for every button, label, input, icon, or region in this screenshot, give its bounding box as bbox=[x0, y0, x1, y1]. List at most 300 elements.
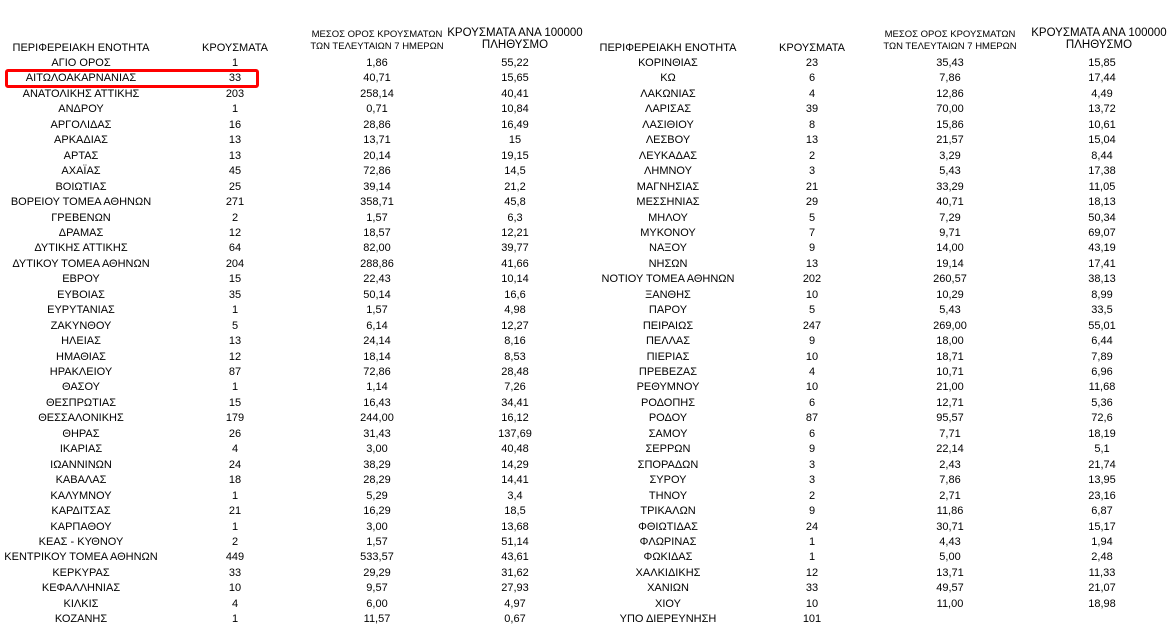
region-cell: ΑΡΚΑΔΙΑΣ bbox=[54, 134, 108, 147]
region-cell: ΓΡΕΒΕΝΩΝ bbox=[51, 211, 111, 224]
header-avg-line2: ΤΩΝ ΤΕΛΕΥΤΑΙΩΝ 7 ΗΜΕΡΩΝ bbox=[310, 41, 444, 52]
header-per100k-line2: ΠΛΗΘΥΣΜΟ bbox=[481, 39, 549, 51]
cases-cell: 1 bbox=[231, 103, 239, 116]
per100k-cell: 72,6 bbox=[1091, 412, 1113, 425]
cases-cell: 33 bbox=[228, 72, 242, 85]
table-row bbox=[0, 350, 1172, 366]
table-row bbox=[0, 535, 1172, 551]
table-row bbox=[0, 550, 1172, 566]
avg7-cell: 39,14 bbox=[363, 180, 391, 193]
region-cell: ΜΗΛΟΥ bbox=[648, 211, 688, 224]
per100k-cell: 10,14 bbox=[501, 273, 529, 286]
cases-cell: 15 bbox=[228, 273, 242, 286]
region-cell: ΝΑΞΟΥ bbox=[649, 242, 687, 255]
per100k-cell: 18,13 bbox=[1088, 196, 1116, 209]
region-cell: ΑΝΑΤΟΛΙΚΗΣ ΑΤΤΙΚΗΣ bbox=[22, 87, 140, 100]
per100k-cell: 16,12 bbox=[501, 412, 529, 425]
per100k-cell: 15,85 bbox=[1088, 57, 1116, 69]
per100k-cell: 10,84 bbox=[501, 103, 529, 116]
avg7-cell: 35,43 bbox=[936, 57, 964, 69]
table-row bbox=[0, 118, 1172, 134]
per100k-cell: 21,2 bbox=[504, 180, 526, 193]
cases-cell: 2 bbox=[808, 149, 816, 162]
avg7-cell: 13,71 bbox=[363, 134, 391, 147]
avg7-cell: 0,71 bbox=[366, 103, 388, 116]
header-avg-right bbox=[876, 29, 1024, 53]
per100k-cell: 13,68 bbox=[501, 520, 529, 533]
cases-cell: 13 bbox=[805, 257, 819, 270]
avg7-cell: 4,43 bbox=[939, 535, 961, 548]
region-cell: ΕΒΡΟΥ bbox=[62, 273, 100, 286]
cases-cell: 10 bbox=[805, 288, 819, 301]
region-cell: ΑΓΙΟ ΟΡΟΣ bbox=[51, 57, 111, 69]
avg7-cell: 1,57 bbox=[366, 535, 388, 548]
avg7-cell: 1,57 bbox=[366, 211, 388, 224]
per100k-cell: 0,67 bbox=[504, 613, 526, 626]
avg7-cell: 1,57 bbox=[366, 304, 388, 317]
header-per100k-line1: ΚΡΟΥΣΜΑΤΑ ΑΝΑ 100000 bbox=[1031, 27, 1167, 39]
per100k-cell: 17,41 bbox=[1088, 257, 1116, 270]
avg7-cell: 29,29 bbox=[363, 566, 391, 579]
cases-cell: 12 bbox=[228, 226, 242, 239]
avg7-cell: 7,86 bbox=[939, 72, 961, 85]
per100k-cell: 1,94 bbox=[1091, 535, 1113, 548]
cases-cell: 24 bbox=[228, 458, 242, 471]
cases-cell: 87 bbox=[228, 366, 242, 378]
per100k-cell: 18,19 bbox=[1088, 427, 1116, 440]
avg7-cell: 6,14 bbox=[366, 319, 388, 332]
cases-cell: 1 bbox=[231, 489, 239, 502]
region-cell: ΗΛΕΙΑΣ bbox=[61, 335, 101, 348]
table-row bbox=[0, 458, 1172, 474]
region-cell: ΡΟΔΟΥ bbox=[648, 412, 688, 425]
cases-cell: 13 bbox=[228, 149, 242, 162]
region-cell: ΑΡΤΑΣ bbox=[63, 149, 99, 162]
per100k-cell: 28,48 bbox=[501, 366, 529, 378]
per100k-cell: 19,15 bbox=[501, 149, 529, 162]
per100k-cell: 27,93 bbox=[501, 582, 529, 595]
cases-cell: 1 bbox=[231, 613, 239, 626]
avg7-cell: 33,29 bbox=[936, 180, 964, 193]
cases-cell: 4 bbox=[231, 443, 239, 456]
cases-cell: 64 bbox=[228, 242, 242, 255]
per100k-cell: 43,19 bbox=[1088, 242, 1116, 255]
per100k-cell: 8,53 bbox=[504, 350, 526, 363]
per100k-cell: 6,3 bbox=[507, 211, 523, 224]
per100k-cell: 51,14 bbox=[501, 535, 529, 548]
cases-cell: 21 bbox=[805, 180, 819, 193]
per100k-cell: 137,69 bbox=[498, 427, 532, 440]
cases-cell: 23 bbox=[805, 57, 819, 69]
avg7-cell: 3,29 bbox=[939, 149, 961, 162]
per100k-cell: 55,22 bbox=[501, 57, 529, 69]
region-cell: ΧΙΟΥ bbox=[655, 597, 681, 610]
region-cell: ΦΘΙΩΤΙΔΑΣ bbox=[638, 520, 698, 533]
header-avg-line2: ΤΩΝ ΤΕΛΕΥΤΑΙΩΝ 7 ΗΜΕΡΩΝ bbox=[883, 41, 1017, 52]
header-per100k-right bbox=[1026, 27, 1172, 51]
avg7-cell: 5,00 bbox=[939, 551, 961, 564]
region-cell: ΗΜΑΘΙΑΣ bbox=[56, 350, 106, 363]
avg7-cell: 13,71 bbox=[936, 566, 964, 579]
cases-cell: 203 bbox=[225, 87, 245, 100]
avg7-cell: 24,14 bbox=[363, 335, 391, 348]
cases-cell: 3 bbox=[808, 458, 816, 471]
cases-cell: 204 bbox=[225, 257, 245, 270]
header-region-left: ΠΕΡΙΦΕΡΕΙΑΚΗ ΕΝΟΤΗΤΑ bbox=[12, 42, 150, 54]
region-cell: ΜΥΚΟΝΟΥ bbox=[640, 226, 696, 239]
region-cell: ΚΟΖΑΝΗΣ bbox=[54, 613, 108, 626]
cases-cell: 7 bbox=[808, 226, 816, 239]
cases-cell: 2 bbox=[231, 211, 239, 224]
region-cell: ΘΕΣΠΡΩΤΙΑΣ bbox=[45, 396, 117, 409]
cases-cell: 9 bbox=[808, 242, 816, 255]
table-row bbox=[0, 396, 1172, 412]
per100k-cell: 55,01 bbox=[1088, 319, 1116, 332]
per100k-cell: 11,33 bbox=[1088, 566, 1116, 579]
region-cell: ΜΕΣΣΗΝΙΑΣ bbox=[636, 196, 700, 209]
per100k-cell: 15,17 bbox=[1088, 520, 1116, 533]
per100k-cell: 14,41 bbox=[501, 474, 529, 487]
per100k-cell: 3,4 bbox=[507, 489, 523, 502]
region-cell: ΧΑΝΙΩΝ bbox=[647, 582, 689, 595]
table-row bbox=[0, 257, 1172, 273]
table-row bbox=[0, 226, 1172, 242]
region-cell: ΚΩ bbox=[660, 72, 676, 85]
cases-cell: 1 bbox=[231, 520, 239, 533]
avg7-cell: 9,57 bbox=[366, 582, 388, 595]
region-cell: ΛΗΜΝΟΥ bbox=[644, 165, 692, 178]
avg7-cell: 22,14 bbox=[936, 443, 964, 456]
avg7-cell: 11,57 bbox=[363, 613, 391, 626]
region-cell: ΚΑΡΠΑΘΟΥ bbox=[50, 520, 112, 533]
avg7-cell: 38,29 bbox=[363, 458, 391, 471]
per100k-cell: 12,21 bbox=[501, 226, 529, 239]
region-cell: ΤΗΝΟΥ bbox=[648, 489, 688, 502]
avg7-cell: 11,86 bbox=[936, 505, 964, 518]
region-cell: ΛΑΣΙΘΙΟΥ bbox=[642, 118, 694, 131]
avg7-cell: 288,86 bbox=[360, 257, 394, 270]
region-cell: ΤΡΙΚΑΛΩΝ bbox=[640, 505, 696, 518]
avg7-cell: 10,71 bbox=[936, 366, 964, 378]
region-cell: ΣΑΜΟΥ bbox=[648, 427, 688, 440]
per100k-cell: 45,8 bbox=[504, 196, 526, 209]
avg7-cell: 18,71 bbox=[936, 350, 964, 363]
table-row bbox=[0, 87, 1172, 103]
per100k-cell: 2,48 bbox=[1091, 551, 1113, 564]
table-row bbox=[0, 272, 1172, 288]
region-cell: ΚΟΡΙΝΘΙΑΣ bbox=[638, 57, 698, 69]
region-cell: ΚΙΛΚΙΣ bbox=[63, 597, 99, 610]
cases-cell: 10 bbox=[805, 381, 819, 394]
per100k-cell: 16,6 bbox=[504, 288, 526, 301]
region-cell: ΑΝΔΡΟΥ bbox=[58, 103, 104, 116]
avg7-cell: 49,57 bbox=[936, 582, 964, 595]
region-cell: ΒΟΡΕΙΟΥ ΤΟΜΕΑ ΑΘΗΝΩΝ bbox=[10, 196, 152, 209]
cases-cell: 33 bbox=[805, 582, 819, 595]
cases-cell: 1 bbox=[231, 57, 239, 69]
per100k-cell: 40,48 bbox=[501, 443, 529, 456]
cases-cell: 4 bbox=[808, 87, 816, 100]
per100k-cell: 14,29 bbox=[501, 458, 529, 471]
cases-cell: 87 bbox=[805, 412, 819, 425]
avg7-cell: 19,14 bbox=[936, 257, 964, 270]
cases-cell: 1 bbox=[231, 304, 239, 317]
avg7-cell: 18,57 bbox=[363, 226, 391, 239]
cases-cell: 1 bbox=[231, 381, 239, 394]
avg7-cell: 2,71 bbox=[939, 489, 961, 502]
table-row bbox=[0, 380, 1172, 396]
region-cell: ΛΕΥΚΑΔΑΣ bbox=[638, 149, 698, 162]
cases-cell: 9 bbox=[808, 505, 816, 518]
table-row bbox=[0, 180, 1172, 196]
table-row bbox=[0, 211, 1172, 227]
avg7-cell: 40,71 bbox=[363, 72, 391, 85]
avg7-cell: 40,71 bbox=[936, 196, 964, 209]
region-cell: ΡΕΘΥΜΝΟΥ bbox=[636, 381, 700, 394]
region-cell: ΘΕΣΣΑΛΟΝΙΚΗΣ bbox=[38, 412, 124, 425]
avg7-cell: 269,00 bbox=[933, 319, 967, 332]
region-cell: ΙΚΑΡΙΑΣ bbox=[59, 443, 103, 456]
table-row bbox=[0, 365, 1172, 381]
cases-cell: 449 bbox=[225, 551, 245, 564]
region-cell: ΑΧΑΪΑΣ bbox=[61, 165, 101, 178]
avg7-cell: 16,29 bbox=[363, 505, 391, 518]
avg7-cell: 258,14 bbox=[360, 87, 394, 100]
avg7-cell: 260,57 bbox=[933, 273, 967, 286]
per100k-cell: 8,16 bbox=[504, 335, 526, 348]
avg7-cell: 70,00 bbox=[936, 103, 964, 116]
region-cell: ΘΗΡΑΣ bbox=[62, 427, 100, 440]
region-cell: ΖΑΚΥΝΘΟΥ bbox=[50, 319, 112, 332]
avg7-cell: 12,71 bbox=[936, 396, 964, 409]
per100k-cell: 21,74 bbox=[1088, 458, 1116, 471]
cases-cell: 16 bbox=[228, 118, 242, 131]
per100k-cell: 7,89 bbox=[1091, 350, 1113, 363]
table-row bbox=[0, 334, 1172, 350]
per100k-cell: 13,95 bbox=[1088, 474, 1116, 487]
cases-cell: 13 bbox=[228, 335, 242, 348]
header-per100k-line2: ΠΛΗΘΥΣΜΟ bbox=[1065, 39, 1133, 51]
table-row bbox=[0, 566, 1172, 582]
per100k-cell: 40,41 bbox=[501, 87, 529, 100]
per100k-cell: 18,5 bbox=[504, 505, 526, 518]
region-cell: ΚΑΛΥΜΝΟΥ bbox=[50, 489, 112, 502]
per100k-cell: 43,61 bbox=[501, 551, 529, 564]
region-cell: ΑΡΓΟΛΙΔΑΣ bbox=[50, 118, 112, 131]
avg7-cell: 11,00 bbox=[936, 597, 964, 610]
per100k-cell: 16,49 bbox=[501, 118, 529, 131]
cases-cell: 12 bbox=[228, 350, 242, 363]
avg7-cell: 5,43 bbox=[939, 165, 961, 178]
per100k-cell: 15 bbox=[508, 134, 522, 147]
cases-cell: 6 bbox=[808, 427, 816, 440]
table-row bbox=[0, 241, 1172, 257]
avg7-cell: 16,43 bbox=[363, 396, 391, 409]
header-per100k-line1: ΚΡΟΥΣΜΑΤΑ ΑΝΑ 100000 bbox=[447, 27, 583, 39]
avg7-cell: 7,29 bbox=[939, 211, 961, 224]
region-cell: ΚΕΑΣ - ΚΥΘΝΟΥ bbox=[38, 535, 124, 548]
region-cell: ΝΗΣΩΝ bbox=[648, 257, 688, 270]
table-row bbox=[0, 581, 1172, 597]
avg7-cell: 10,29 bbox=[936, 288, 964, 301]
avg7-cell: 244,00 bbox=[360, 412, 394, 425]
avg7-cell: 21,00 bbox=[936, 381, 964, 394]
cases-cell: 202 bbox=[802, 273, 822, 286]
cases-cell: 9 bbox=[808, 443, 816, 456]
per100k-cell: 5,1 bbox=[1094, 443, 1110, 456]
region-cell: ΛΕΣΒΟΥ bbox=[645, 134, 691, 147]
region-cell: ΑΙΤΩΛΟΑΚΑΡΝΑΝΙΑΣ bbox=[25, 72, 137, 85]
cases-cell: 8 bbox=[808, 118, 816, 131]
avg7-cell: 3,00 bbox=[366, 520, 388, 533]
region-cell: ΙΩΑΝΝΙΝΩΝ bbox=[50, 458, 112, 471]
per100k-cell: 10,61 bbox=[1088, 118, 1116, 131]
avg7-cell: 72,86 bbox=[363, 165, 391, 178]
table-row bbox=[0, 520, 1172, 536]
per100k-cell: 18,98 bbox=[1088, 597, 1116, 610]
avg7-cell: 72,86 bbox=[363, 366, 391, 378]
per100k-cell: 13,72 bbox=[1088, 103, 1116, 116]
table-row bbox=[0, 288, 1172, 304]
avg7-cell: 358,71 bbox=[360, 196, 394, 209]
per100k-cell: 4,49 bbox=[1091, 87, 1113, 100]
region-cell: ΔΥΤΙΚΗΣ ΑΤΤΙΚΗΣ bbox=[34, 242, 128, 255]
region-cell: ΕΥΒΟΙΑΣ bbox=[57, 288, 105, 301]
region-cell: ΠΙΕΡΙΑΣ bbox=[646, 350, 690, 363]
cases-cell: 9 bbox=[808, 335, 816, 348]
cases-cell: 5 bbox=[231, 319, 239, 332]
region-cell: ΣΥΡΟΥ bbox=[649, 474, 687, 487]
region-cell: ΠΕΛΛΑΣ bbox=[645, 335, 691, 348]
per100k-cell: 11,05 bbox=[1088, 180, 1116, 193]
table-row bbox=[0, 504, 1172, 520]
cases-cell: 101 bbox=[802, 613, 822, 626]
table-row bbox=[0, 612, 1172, 628]
cases-cell: 35 bbox=[228, 288, 242, 301]
cases-cell: 3 bbox=[808, 165, 816, 178]
region-cell: ΛΑΚΩΝΙΑΣ bbox=[640, 87, 696, 100]
header-region-right: ΠΕΡΙΦΕΡΕΙΑΚΗ ΕΝΟΤΗΤΑ bbox=[599, 42, 737, 54]
cases-cell: 179 bbox=[225, 412, 245, 425]
highlight-box bbox=[5, 69, 259, 88]
per100k-cell: 6,44 bbox=[1091, 335, 1113, 348]
cases-cell: 12 bbox=[805, 566, 819, 579]
avg7-cell: 3,00 bbox=[366, 443, 388, 456]
region-cell: ΕΥΡΥΤΑΝΙΑΣ bbox=[47, 304, 115, 317]
per100k-cell: 11,68 bbox=[1088, 381, 1116, 394]
region-cell: ΦΛΩΡΙΝΑΣ bbox=[639, 535, 697, 548]
region-cell: ΦΩΚΙΔΑΣ bbox=[643, 551, 693, 564]
avg7-cell: 5,29 bbox=[366, 489, 388, 502]
cases-cell: 2 bbox=[231, 535, 239, 548]
table-row bbox=[0, 442, 1172, 458]
avg7-cell: 9,71 bbox=[939, 226, 961, 239]
avg7-cell: 7,86 bbox=[939, 474, 961, 487]
avg7-cell: 5,43 bbox=[939, 304, 961, 317]
table-row bbox=[0, 473, 1172, 489]
avg7-cell: 28,29 bbox=[363, 474, 391, 487]
per100k-cell: 38,13 bbox=[1088, 273, 1116, 286]
cases-cell: 4 bbox=[808, 366, 816, 378]
per100k-cell: 15,04 bbox=[1088, 134, 1116, 147]
per100k-cell: 15,65 bbox=[501, 72, 529, 85]
region-cell: ΚΕΦΑΛΛΗΝΙΑΣ bbox=[41, 582, 121, 595]
cases-cell: 4 bbox=[231, 597, 239, 610]
cases-cell: 247 bbox=[802, 319, 822, 332]
per100k-cell: 31,62 bbox=[501, 566, 529, 579]
header-avg-line1: ΜΕΣΟΣ ΟΡΟΣ ΚΡΟΥΣΜΑΤΩΝ bbox=[311, 29, 443, 40]
avg7-cell: 18,14 bbox=[363, 350, 391, 363]
avg7-cell: 95,57 bbox=[936, 412, 964, 425]
per100k-cell: 17,38 bbox=[1088, 165, 1116, 178]
cases-cell: 1 bbox=[808, 551, 816, 564]
avg7-cell: 50,14 bbox=[363, 288, 391, 301]
table-row bbox=[0, 149, 1172, 165]
avg7-cell: 21,57 bbox=[936, 134, 964, 147]
cases-cell: 29 bbox=[805, 196, 819, 209]
cases-cell: 13 bbox=[228, 134, 242, 147]
region-cell: ΠΕΙΡΑΙΩΣ bbox=[642, 319, 694, 332]
per100k-cell: 7,26 bbox=[504, 381, 526, 394]
region-cell: ΚΕΝΤΡΙΚΟΥ ΤΟΜΕΑ ΑΘΗΝΩΝ bbox=[4, 551, 158, 564]
avg7-cell: 14,00 bbox=[936, 242, 964, 255]
region-cell: ΣΕΡΡΩΝ bbox=[645, 443, 691, 456]
region-cell: ΝΟΤΙΟΥ ΤΟΜΕΑ ΑΘΗΝΩΝ bbox=[601, 273, 735, 286]
avg7-cell: 31,43 bbox=[363, 427, 391, 440]
region-cell: ΘΑΣΟΥ bbox=[61, 381, 101, 394]
cases-cell: 21 bbox=[228, 505, 242, 518]
region-cell: ΧΑΛΚΙΔΙΚΗΣ bbox=[635, 566, 701, 579]
region-cell: ΜΑΓΝΗΣΙΑΣ bbox=[636, 180, 700, 193]
region-cell: ΞΑΝΘΗΣ bbox=[645, 288, 691, 301]
region-cell: ΗΡΑΚΛΕΙΟΥ bbox=[49, 366, 113, 378]
cases-cell: 45 bbox=[228, 165, 242, 178]
region-cell: ΔΡΑΜΑΣ bbox=[58, 226, 104, 239]
per100k-cell: 17,44 bbox=[1088, 72, 1116, 85]
avg7-cell: 22,43 bbox=[363, 273, 391, 286]
table-row bbox=[0, 319, 1172, 335]
region-cell: ΛΑΡΙΣΑΣ bbox=[644, 103, 691, 116]
region-cell: ΠΑΡΟΥ bbox=[648, 304, 688, 317]
cases-cell: 15 bbox=[228, 396, 242, 409]
header-per100k-left bbox=[440, 27, 590, 51]
header-cases-right: ΚΡΟΥΣΜΑΤΑ bbox=[779, 42, 845, 54]
avg7-cell: 82,00 bbox=[363, 242, 391, 255]
region-cell: ΚΑΡΔΙΤΣΑΣ bbox=[51, 505, 111, 518]
region-cell: ΚΕΡΚΥΡΑΣ bbox=[52, 566, 110, 579]
avg7-cell: 7,71 bbox=[939, 427, 961, 440]
region-cell: ΣΠΟΡΑΔΩΝ bbox=[637, 458, 699, 471]
cases-cell: 5 bbox=[808, 304, 816, 317]
per100k-cell: 69,07 bbox=[1088, 226, 1116, 239]
avg7-cell: 12,86 bbox=[936, 87, 964, 100]
cases-cell: 271 bbox=[225, 196, 245, 209]
avg7-cell: 30,71 bbox=[936, 520, 964, 533]
per100k-cell: 12,27 bbox=[501, 319, 529, 332]
avg7-cell: 18,00 bbox=[936, 335, 964, 348]
per100k-cell: 4,98 bbox=[504, 304, 526, 317]
cases-cell: 6 bbox=[808, 396, 816, 409]
avg7-cell: 15,86 bbox=[936, 118, 964, 131]
per100k-cell: 8,44 bbox=[1091, 149, 1113, 162]
cases-cell: 10 bbox=[805, 597, 819, 610]
table-row bbox=[0, 164, 1172, 180]
cases-cell: 3 bbox=[808, 474, 816, 487]
header-avg-left bbox=[300, 29, 454, 53]
avg7-cell: 2,43 bbox=[939, 458, 961, 471]
cases-cell: 13 bbox=[805, 134, 819, 147]
cases-cell: 10 bbox=[805, 350, 819, 363]
